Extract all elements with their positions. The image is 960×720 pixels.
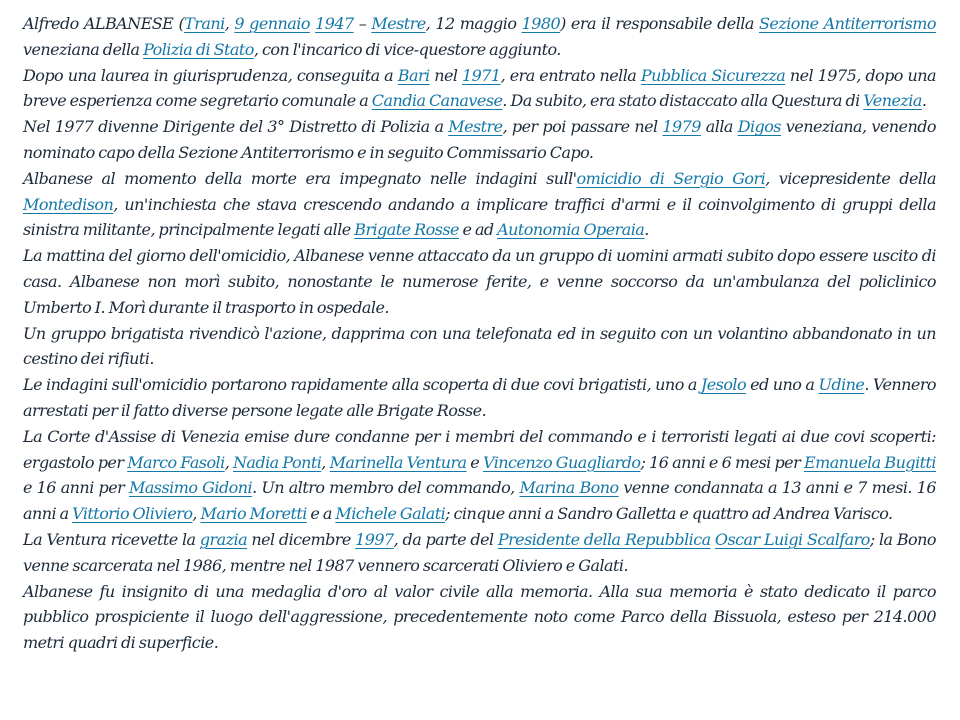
- link-trani[interactable]: Trani: [184, 14, 225, 33]
- paragraph-text: ) era il responsabile della: [560, 14, 759, 33]
- link-udine[interactable]: Udine: [818, 375, 865, 395]
- paragraph-text: nel: [429, 65, 463, 85]
- paragraph-text: venne condannata a 13 anni e 7 mesi. 16 anni a: [23, 478, 936, 524]
- paragraph-text: Un gruppo brigatista rivendicò l'azione, dapprima con una telefonata ed in seguito con un volantino abbandonato in un cestino dei rifiuti.: [23, 323, 936, 369]
- paragraph: [23, 424, 936, 527]
- link-sezione-antiterrorismo[interactable]: Sezione Antiterrorismo: [759, 14, 936, 33]
- link-autonomia-operaia[interactable]: Autonomia Operaia: [497, 220, 645, 240]
- link-marco-fasoli[interactable]: Marco Fasoli: [127, 452, 225, 472]
- paragraph-text: .: [644, 220, 649, 240]
- paragraph-text: . Un altro membro del commando,: [252, 478, 520, 498]
- paragraph: [23, 321, 936, 373]
- paragraph-text: ,: [192, 504, 201, 524]
- paragraph-text: ; la Bono venne scarcerata nel 1986, mentre nel 1987 vennero scarcerati Oliviero e Galati.: [23, 529, 936, 575]
- link-vincenzo-guagliardo[interactable]: Vincenzo Guagliardo: [482, 452, 641, 472]
- paragraph-text: Alfredo ALBANESE (: [23, 14, 185, 33]
- paragraph-text: Albanese al momento della morte era impegnato nelle indagini sull': [23, 168, 577, 188]
- paragraph-text: La Corte d'Assise di Venezia emise dure condanne per i membri del commando e i terroristi legati ai due covi scoperti: ergastolo per: [23, 426, 936, 472]
- link-1947[interactable]: 1947: [315, 14, 354, 33]
- paragraph: [23, 63, 936, 115]
- link-pubblica-sicurezza[interactable]: Pubblica Sicurezza: [640, 65, 786, 85]
- link-9-gennaio[interactable]: 9 gennaio: [234, 14, 310, 33]
- paragraph-text: La mattina del giorno dell'omicidio, Albanese venne attaccato da un gruppo di uomini armati subito dopo essere uscito di casa. Albanese non morì subito, nonostante le numerose ferite, e venne soccorso da un'ambulanza del policlinico Umberto I. Morì durante il trasporto in ospedale.: [23, 246, 936, 317]
- paragraph-text: ed uno a: [746, 375, 819, 395]
- link-venezia[interactable]: Venezia: [863, 91, 922, 111]
- paragraph-text: ,: [321, 452, 330, 472]
- paragraph-text: ,: [224, 14, 235, 33]
- link-1979[interactable]: 1979: [662, 117, 701, 137]
- link-grazia[interactable]: grazia: [199, 529, 248, 549]
- link-bari[interactable]: Bari: [397, 65, 430, 85]
- paragraph-text: Dopo una laurea in giurisprudenza, conseguita a: [23, 65, 398, 85]
- link-massimo-gidoni[interactable]: Massimo Gidoni: [128, 478, 253, 498]
- link-montedison[interactable]: Montedison: [23, 194, 114, 214]
- paragraph-text: e a: [306, 504, 336, 524]
- paragraph-text: , per poi passare nel: [502, 117, 663, 137]
- paragraph-text: e: [466, 452, 483, 472]
- paragraph-text: Nel 1977 divenne Dirigente del 3° Distretto di Polizia a: [23, 117, 449, 137]
- link-1980[interactable]: 1980: [521, 14, 561, 33]
- paragraph-text: ; 16 anni e 6 mesi per: [640, 452, 804, 472]
- paragraph-text: , con l'incarico di vice-questore aggiunto.: [253, 39, 561, 59]
- link-omicidio-di-sergio-gori[interactable]: omicidio di Sergio Gori: [576, 168, 766, 188]
- link-mestre[interactable]: Mestre: [448, 117, 503, 137]
- paragraph: [23, 243, 936, 320]
- link-1997[interactable]: 1997: [355, 529, 394, 549]
- link-jesolo[interactable]: Jesolo: [700, 375, 747, 395]
- paragraph-text: nel dicembre: [247, 529, 356, 549]
- paragraph: [23, 372, 936, 424]
- paragraph: [23, 166, 936, 243]
- link-emanuela-bugitti[interactable]: Emanuela Bugitti: [803, 452, 936, 472]
- paragraph-text: e ad: [458, 220, 498, 240]
- paragraph-text: veneziana, venendo nominato capo della Sezione Antiterrorismo e in seguito Commissario Capo.: [23, 117, 937, 162]
- paragraph-text: , vicepresidente della: [765, 168, 936, 188]
- link-presidente-della-repubblica[interactable]: Presidente della Repubblica: [497, 529, 711, 549]
- paragraph-text: La Ventura ricevette la: [23, 529, 200, 549]
- paragraph-text: veneziana della: [23, 39, 144, 59]
- paragraph-text: alla: [700, 117, 738, 137]
- link-marina-bono[interactable]: Marina Bono: [519, 478, 619, 498]
- paragraph-text: ,: [224, 452, 233, 472]
- paragraph-text: . Da subito, era stato distaccato alla Questura di: [502, 91, 864, 111]
- paragraph: [23, 114, 936, 166]
- paragraph-text: , 12 maggio: [425, 14, 522, 33]
- link-brigate-rosse[interactable]: Brigate Rosse: [354, 220, 459, 240]
- paragraph-text: , un'inchiesta che stava crescendo andando a implicare traffici d'armi e il coinvolgimento di gruppi della sinistra militante, principalmente legati alle: [23, 194, 936, 240]
- link-candia-canavese[interactable]: Candia Canavese: [371, 91, 503, 111]
- link-oscar-luigi-scalfaro[interactable]: Oscar Luigi Scalfaro: [714, 529, 870, 549]
- paragraph-text: . Vennero arrestati per il fatto diverse persone legate alle Brigate Rosse.: [23, 375, 936, 420]
- link-vittorio-oliviero[interactable]: Vittorio Oliviero: [72, 504, 193, 524]
- paragraph-text: Albanese fu insignito di una medaglia d'oro al valor civile alla memoria. Alla sua memoria è stato dedicato il parco pubblico prospiciente il luogo dell'aggressione, precedentemente noto come Parco della Bissuola, esteso per 214.000 metri quadri di superficie.: [23, 581, 936, 653]
- paragraph-text: –: [353, 14, 372, 33]
- paragraph-text: Le indagini sull'omicidio portarono rapidamente alla scoperta di due covi brigatisti, uno a: [23, 375, 701, 395]
- link-mario-moretti[interactable]: Mario Moretti: [200, 504, 307, 524]
- paragraph-text: ; cinque anni a Sandro Galletta e quattro ad Andrea Varisco.: [445, 504, 893, 524]
- link-1971[interactable]: 1971: [462, 65, 501, 85]
- link-polizia-di-stato[interactable]: Polizia di Stato: [143, 39, 254, 59]
- link-michele-galati[interactable]: Michele Galati: [335, 504, 446, 524]
- link-marinella-ventura[interactable]: Marinella Ventura: [329, 452, 467, 472]
- link-digos[interactable]: Digos: [737, 117, 781, 137]
- paragraph-text: , da parte del: [393, 529, 498, 549]
- paragraph-text: .: [921, 91, 927, 111]
- paragraph-text: nel 1975, dopo una breve esperienza come segretario comunale a: [23, 65, 936, 111]
- paragraph-text: , era entrato nella: [500, 65, 641, 85]
- link-nadia-ponti[interactable]: Nadia Ponti: [232, 452, 322, 472]
- paragraph-text: e 16 anni per: [23, 478, 129, 498]
- link-mestre[interactable]: Mestre: [371, 14, 426, 33]
- paragraph: [23, 579, 936, 656]
- paragraph: [23, 527, 936, 579]
- paragraph: [23, 11, 936, 63]
